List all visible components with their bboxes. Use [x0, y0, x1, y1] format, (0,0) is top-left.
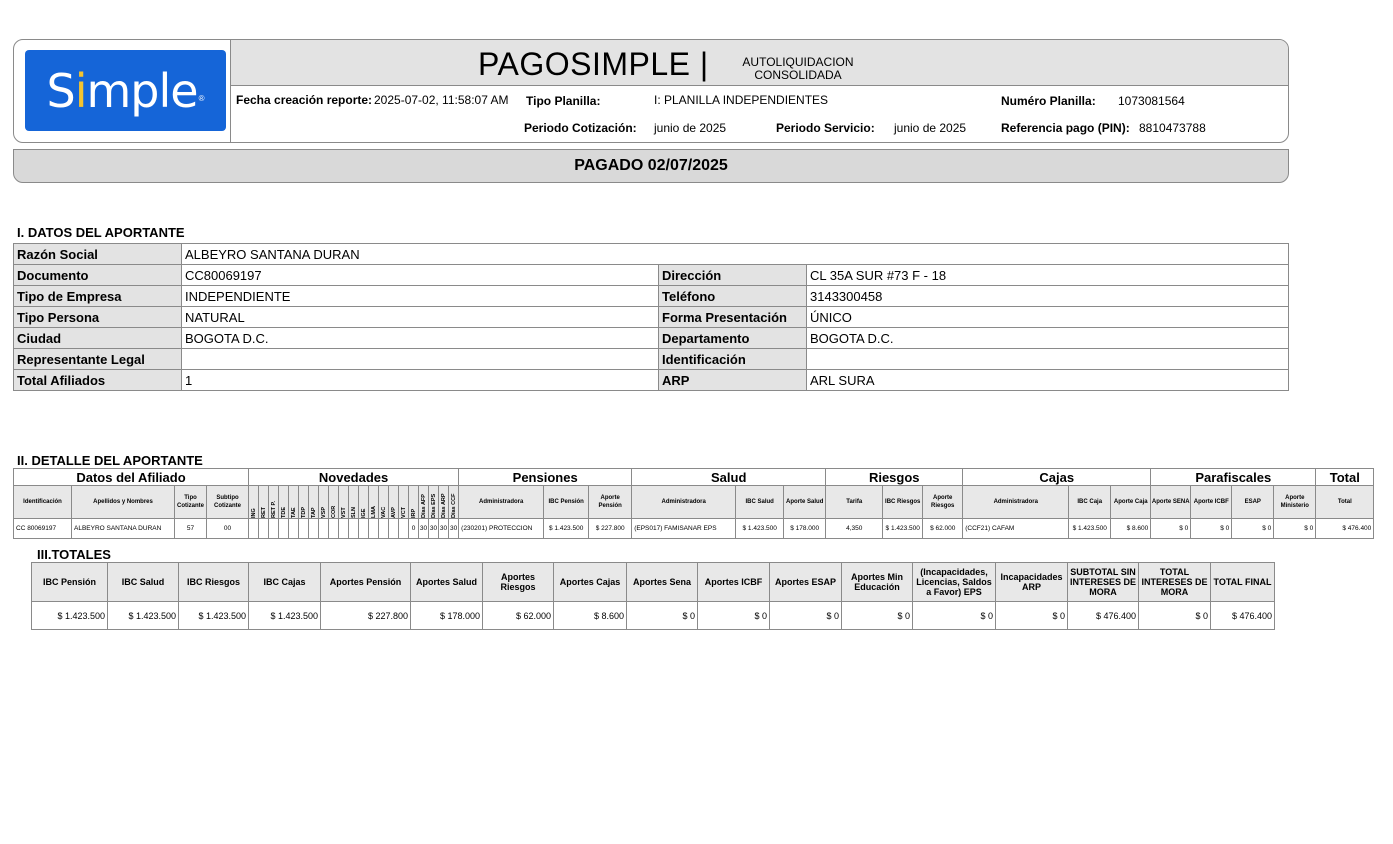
total-value: $ 0 [627, 602, 698, 630]
fecha-value: 2025-07-02, 11:58:07 AM [374, 93, 509, 107]
numero-planilla-label: Numéro Planilla: [1001, 94, 1096, 108]
col-header: IBC Pensión [32, 563, 108, 602]
cell-novedad [269, 519, 279, 539]
col-aporte-icbf: Aporte ICBF [1191, 486, 1232, 519]
group-total: Total [1316, 469, 1374, 486]
field-value: INDEPENDIENTE [182, 286, 659, 307]
cell-aporte-salud: $ 178.000 [784, 519, 826, 539]
periodo-cotizacion-value: junio de 2025 [654, 121, 727, 135]
logo-wordmark: Simple [46, 63, 198, 118]
col-header: Aportes Sena [627, 563, 698, 602]
col-header: IBC Cajas [249, 563, 321, 602]
col-nombres: Apellidos y Nombres [72, 486, 175, 519]
field-label: ARP [659, 370, 807, 391]
col-header: Aportes ESAP [770, 563, 842, 602]
report-header [13, 39, 1289, 143]
section-totales-title: III.TOTALES [37, 547, 111, 562]
field-value: CC80069197 [182, 265, 659, 286]
col-salud-admin: Administradora [632, 486, 736, 519]
total-value: $ 1.423.500 [32, 602, 108, 630]
col-ibc-salud: IBC Salud [736, 486, 784, 519]
col-aporte-sena: Aporte SENA [1151, 486, 1191, 519]
cell-novedad [259, 519, 269, 539]
col-header: Aportes Salud [411, 563, 483, 602]
logo-cell [14, 40, 231, 142]
field-label: Representante Legal [14, 349, 182, 370]
cell-icbf: $ 0 [1191, 519, 1232, 539]
group-parafiscales: Parafiscales [1151, 469, 1316, 486]
table-row [14, 519, 1374, 539]
cell-tipo: 57 [175, 519, 207, 539]
section-aportante-title: I. DATOS DEL APORTANTE [17, 225, 185, 240]
col-ibc-caja: IBC Caja [1069, 486, 1111, 519]
col-aporte-riesgos: Aporte Riesgos [923, 486, 963, 519]
col-novedad: RET [259, 486, 269, 519]
col-novedad: IGE [359, 486, 369, 519]
cell-aporte-pension: $ 227.800 [589, 519, 632, 539]
col-novedad: TDE [279, 486, 289, 519]
field-value: NATURAL [182, 307, 659, 328]
col-novedad: RET P. [269, 486, 279, 519]
group-header-row [14, 469, 1374, 486]
referencia-label: Referencia pago (PIN): [1001, 121, 1130, 135]
cell-novedad [289, 519, 299, 539]
col-subtipo-cotizante: Subtipo Cotizante [207, 486, 249, 519]
cell-salud-admin: (EPS017) FAMISANAR EPS [632, 519, 736, 539]
status-banner: PAGADO 02/07/2025 [13, 149, 1289, 183]
field-label: Teléfono [659, 286, 807, 307]
tipo-planilla-label: Tipo Planilla: [526, 94, 601, 108]
detalle-table [13, 468, 1374, 539]
field-value [182, 349, 659, 370]
total-value: $ 0 [770, 602, 842, 630]
col-header: (Incapacidades, Licencias, Saldos a Favor) EPS [913, 563, 996, 602]
cell-novedad [359, 519, 369, 539]
table-row [14, 286, 1289, 307]
cell-subtipo: 00 [207, 519, 249, 539]
field-label: Forma Presentación [659, 307, 807, 328]
total-value: $ 1.423.500 [179, 602, 249, 630]
cell-novedad [379, 519, 389, 539]
field-value: BOGOTA D.C. [807, 328, 1289, 349]
page-title: PAGOSIMPLE | [478, 46, 709, 82]
col-novedad: Días AFP [419, 486, 429, 519]
page-subtitle: AUTOLIQUIDACION CONSOLIDADA [742, 55, 854, 82]
cell-ibc-salud: $ 1.423.500 [736, 519, 784, 539]
cell-novedad [349, 519, 359, 539]
cell-ibc-pension: $ 1.423.500 [544, 519, 589, 539]
col-identificacion: Identificación [14, 486, 72, 519]
total-value: $ 0 [913, 602, 996, 630]
field-label: Ciudad [14, 328, 182, 349]
razon-social-label: Razón Social [14, 244, 182, 265]
field-label: Total Afiliados [14, 370, 182, 391]
table-row [14, 328, 1289, 349]
cell-novedad [399, 519, 409, 539]
cell-nombres: ALBEYRO SANTANA DURAN [72, 519, 175, 539]
table-row [14, 307, 1289, 328]
total-value: $ 1.423.500 [108, 602, 179, 630]
col-header: Aportes Min Educación [842, 563, 913, 602]
registered-mark: ® [198, 94, 205, 103]
group-datos-afiliado: Datos del Afiliado [14, 469, 249, 486]
col-header: Aportes Riesgos [483, 563, 554, 602]
col-novedad: VCT [399, 486, 409, 519]
field-label: Dirección [659, 265, 807, 286]
cell-ibc-riesgos: $ 1.423.500 [883, 519, 923, 539]
col-header: IBC Riesgos [179, 563, 249, 602]
cell-novedad: 30 [449, 519, 459, 539]
col-novedad: Días ARP [439, 486, 449, 519]
field-label: Tipo de Empresa [14, 286, 182, 307]
col-header: Aportes Cajas [554, 563, 627, 602]
field-value: CL 35A SUR #73 F - 18 [807, 265, 1289, 286]
cell-aporte-caja: $ 8.600 [1111, 519, 1151, 539]
group-novedades: Novedades [249, 469, 459, 486]
group-pensiones: Pensiones [459, 469, 632, 486]
cell-novedad: 0 [409, 519, 419, 539]
tipo-planilla-value: I: PLANILLA INDEPENDIENTES [654, 93, 829, 107]
periodo-servicio-value: junio de 2025 [894, 121, 967, 135]
cell-tarifa: 4,350 [826, 519, 883, 539]
cell-novedad [369, 519, 379, 539]
total-value: $ 178.000 [411, 602, 483, 630]
col-aporte-ministerio: Aporte Ministerio [1274, 486, 1316, 519]
cell-novedad [319, 519, 329, 539]
razon-social-value: ALBEYRO SANTANA DURAN [182, 244, 1289, 265]
col-header: Aportes Pensión [321, 563, 411, 602]
fecha-label: Fecha creación reporte: [236, 93, 373, 107]
col-header: Incapacidades ARP [996, 563, 1068, 602]
cell-novedad [309, 519, 319, 539]
section-detalle-title: II. DETALLE DEL APORTANTE [17, 453, 203, 468]
group-riesgos: Riesgos [826, 469, 963, 486]
cell-novedad [339, 519, 349, 539]
field-value: ÚNICO [807, 307, 1289, 328]
cell-novedad [249, 519, 259, 539]
totales-header-row [32, 563, 1275, 602]
col-esap: ESAP [1232, 486, 1274, 519]
field-label: Tipo Persona [14, 307, 182, 328]
cell-novedad: 30 [429, 519, 439, 539]
field-value: ARL SURA [807, 370, 1289, 391]
table-row [14, 370, 1289, 391]
col-novedad: VSP [319, 486, 329, 519]
column-header-row [14, 486, 1374, 519]
col-header: TOTAL INTERESES DE MORA [1139, 563, 1211, 602]
col-ibc-pension: IBC Pensión [544, 486, 589, 519]
simple-logo [25, 50, 226, 131]
table-row [14, 349, 1289, 370]
cell-novedad [329, 519, 339, 539]
col-novedad: IRP [409, 486, 419, 519]
group-salud: Salud [632, 469, 826, 486]
periodo-cotizacion-label: Periodo Cotización: [524, 121, 637, 135]
total-value: $ 476.400 [1068, 602, 1139, 630]
total-value: $ 227.800 [321, 602, 411, 630]
col-novedad: TDP [299, 486, 309, 519]
col-tipo-cotizante: Tipo Cotizante [175, 486, 207, 519]
field-value: BOGOTA D.C. [182, 328, 659, 349]
col-novedad: VST [339, 486, 349, 519]
cell-identificacion: CC 80069197 [14, 519, 72, 539]
col-novedad: Días EPS [429, 486, 439, 519]
col-novedad: TAP [309, 486, 319, 519]
numero-planilla-value: 1073081564 [1118, 94, 1185, 108]
total-value: $ 0 [996, 602, 1068, 630]
col-novedad: COR [329, 486, 339, 519]
total-value: $ 8.600 [554, 602, 627, 630]
cell-caja-admin: (CCF21) CAFAM [963, 519, 1069, 539]
col-novedad: AVP [389, 486, 399, 519]
col-aporte-caja: Aporte Caja [1111, 486, 1151, 519]
col-tarifa: Tarifa [826, 486, 883, 519]
cell-aporte-riesgos: $ 62.000 [923, 519, 963, 539]
col-novedad: Días CCF [449, 486, 459, 519]
col-novedad: VAC [379, 486, 389, 519]
table-row [32, 602, 1275, 630]
field-label: Departamento [659, 328, 807, 349]
col-header: TOTAL FINAL [1211, 563, 1275, 602]
field-label: Documento [14, 265, 182, 286]
col-header: IBC Salud [108, 563, 179, 602]
col-novedad: SLN [349, 486, 359, 519]
col-ibc-riesgos: IBC Riesgos [883, 486, 923, 519]
table-row [14, 244, 1289, 265]
cell-novedad [299, 519, 309, 539]
col-header: SUBTOTAL SIN INTERESES DE MORA [1068, 563, 1139, 602]
field-value: 1 [182, 370, 659, 391]
total-value: $ 0 [698, 602, 770, 630]
cell-esap: $ 0 [1232, 519, 1274, 539]
cell-sena: $ 0 [1151, 519, 1191, 539]
cell-novedad [279, 519, 289, 539]
cell-ibc-caja: $ 1.423.500 [1069, 519, 1111, 539]
col-total: Total [1316, 486, 1374, 519]
col-caja-admin: Administradora [963, 486, 1069, 519]
total-value: $ 476.400 [1211, 602, 1275, 630]
field-value: 3143300458 [807, 286, 1289, 307]
field-value [807, 349, 1289, 370]
cell-ministerio: $ 0 [1274, 519, 1316, 539]
col-novedad: ING [249, 486, 259, 519]
col-aporte-pension: Aporte Pensión [589, 486, 632, 519]
aportante-table [13, 243, 1289, 391]
cell-total: $ 476.400 [1316, 519, 1374, 539]
referencia-value: 8810473788 [1139, 121, 1206, 135]
cell-novedad: 30 [439, 519, 449, 539]
total-value: $ 1.423.500 [249, 602, 321, 630]
total-value: $ 0 [1139, 602, 1211, 630]
cell-novedad: 30 [419, 519, 429, 539]
cell-pension-admin: (230201) PROTECCION [459, 519, 544, 539]
periodo-servicio-label: Periodo Servicio: [776, 121, 875, 135]
col-novedad: TAE [289, 486, 299, 519]
total-value: $ 62.000 [483, 602, 554, 630]
cell-novedad [389, 519, 399, 539]
title-bar [231, 40, 1288, 86]
field-label: Identificación [659, 349, 807, 370]
col-header: Aportes ICBF [698, 563, 770, 602]
col-pension-admin: Administradora [459, 486, 544, 519]
group-cajas: Cajas [963, 469, 1151, 486]
col-aporte-salud: Aporte Salud [784, 486, 826, 519]
table-row [14, 265, 1289, 286]
total-value: $ 0 [842, 602, 913, 630]
col-novedad: LMA [369, 486, 379, 519]
totales-table [31, 562, 1275, 630]
